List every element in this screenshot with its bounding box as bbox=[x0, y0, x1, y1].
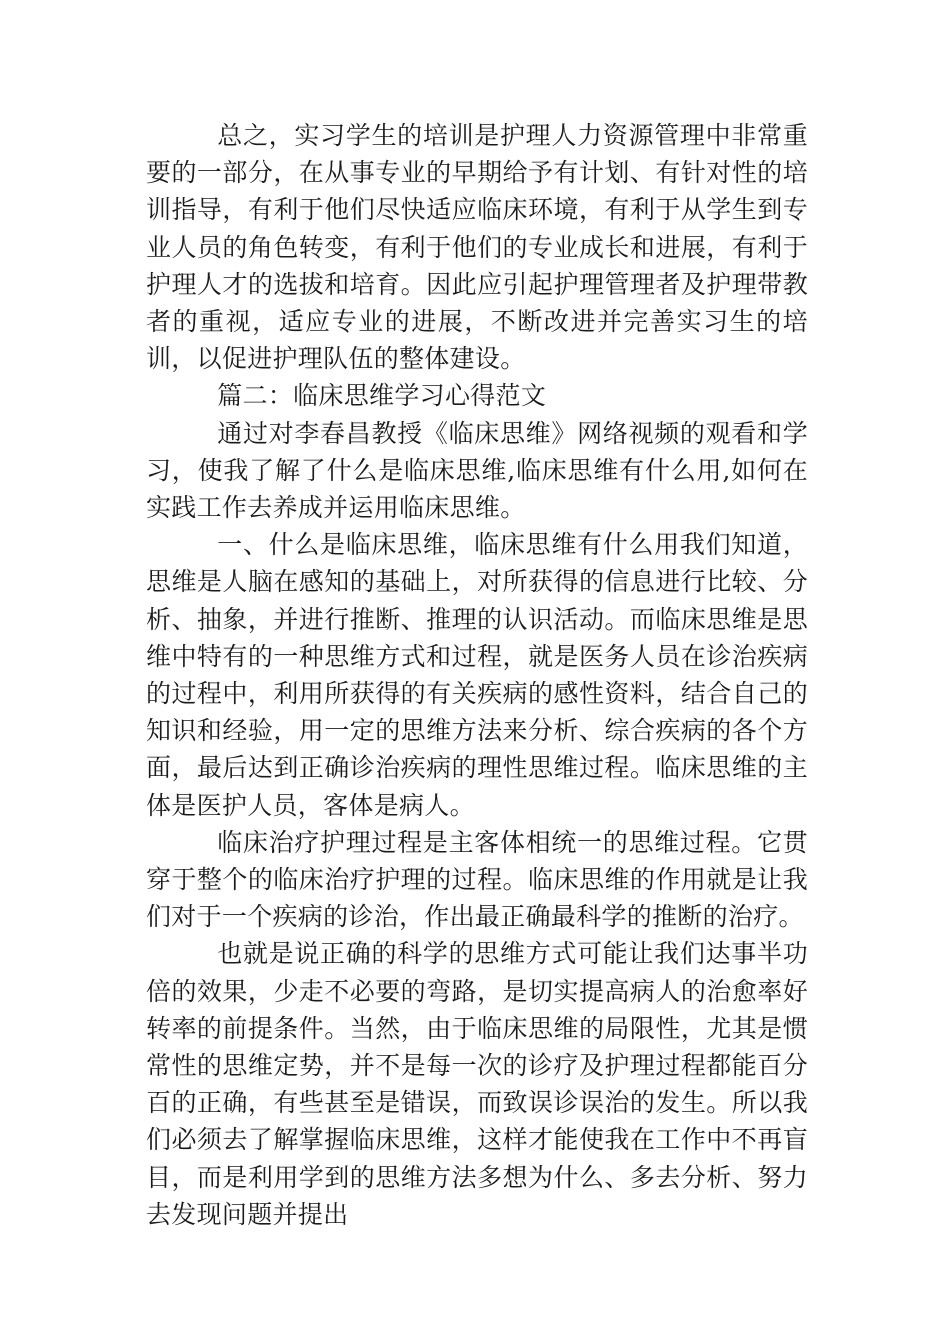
paragraph-what-is-clinical-thinking: 一、什么是临床思维，临床思维有什么用我们知道，思维是人脑在感知的基础上，对所获得的信息进行比较、分析、抽象，并进行推断、推理的认识活动。而临床思维是思维中特有的一种思维方式和过程，就是医务人员在诊治疾病的过程中，利用所获得的有关疾病的感性资料，结合自己的知识和经验，用一定的思维方法来分析、综合疾病的各个方面，最后达到正确诊治疾病的理性思维过程。临床思维的主体是医护人员，客体是病人。 bbox=[146, 530, 808, 820]
paragraph-summary: 总之，实习学生的培训是护理人力资源管理中非常重要的一部分，在从事专业的早期给予有计划、有针对性的培训指导，有利于他们尽快适应临床环境，有利于从学生到专业人员的角色转变，有利于他们的专业成长和进展，有利于护理人才的选拔和培育。因此应引起护理管理者及护理带教者的重视，适应专业的进展，不断改进并完善实习生的培训，以促进护理队伍的整体建设。 bbox=[146, 121, 808, 374]
paragraph-intro: 通过对李春昌教授《临床思维》网络视频的观看和学习，使我了解了什么是临床思维,临床思维有什么用,如何在实践工作去养成并运用临床思维。 bbox=[146, 418, 808, 523]
paragraph-correct-thinking: 也就是说正确的科学的思维方式可能让我们达事半功倍的效果，少走不必要的弯路，是切实提高病人的治愈率好转率的前提条件。当然，由于临床思维的局限性，尤其是惯常性的思维定势，并不是每一次的诊疗及护理过程都能百分百的正确，有些甚至是错误，而致误诊误治的发生。所以我们必须去了解掌握临床思维，这样才能使我在工作中不再盲目，而是利用学到的思维方法多想为什么、多去分析、努力去发现问题并提出 bbox=[146, 939, 808, 1229]
paragraph-treatment-process: 临床治疗护理过程是主客体相统一的思维过程。它贯穿于整个的临床治疗护理的过程。临床思维的作用就是让我们对于一个疾病的诊治，作出最正确最科学的推断的治疗。 bbox=[146, 827, 808, 932]
section-heading: 篇二：临床思维学习心得范文 bbox=[217, 381, 547, 411]
document-body bbox=[146, 117, 808, 1233]
